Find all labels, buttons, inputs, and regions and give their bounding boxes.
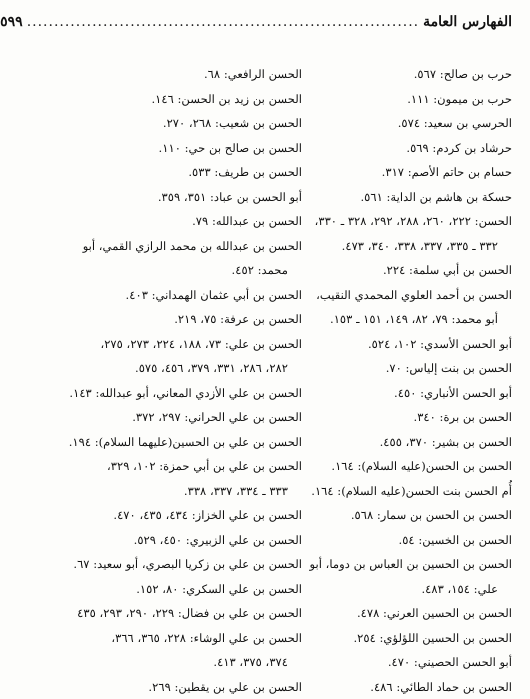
index-entry: الحسن بن الحسين العرني: ٤٧٨. xyxy=(307,601,512,626)
index-entry: الحسن: ٢٢٢، ٢٦٠، ٢٨٨، ٢٩٢، ٣٢٨ ـ ٣٣٠، xyxy=(307,209,512,234)
index-entry: الحسن بن علي الخزاز: ٤٣٤، ٤٣٥، ٤٧٠. xyxy=(97,503,302,528)
index-entry: الحسن بن علي السكري: ٨٠، ١٥٢. xyxy=(97,577,302,602)
index-entry: الحسن بن علي بن يقطين: ٢٦٩. xyxy=(97,675,302,699)
index-entry: الحسن بن علي الوشاء: ٢٢٨، ٣٦٥، ٣٦٦، xyxy=(97,626,302,651)
index-entry: الحسن بن برة: ٣٤٠. xyxy=(307,405,512,430)
index-entry: أبو الحسن الأسدي: ١٠٢، ٥٢٤. xyxy=(307,332,512,357)
index-entry-continuation: علي: ١٥٤، ٤٨٣. xyxy=(307,577,512,602)
index-entry: الحسن بن علي الحراني: ٢٩٧، ٣٧٢. xyxy=(97,405,302,430)
index-entry: الحسن بن عبدالله: ٧٩. xyxy=(97,209,302,234)
index-entry-continuation: ٣٣٣ ـ ٣٣٤، ٣٣٧، ٣٣٨. xyxy=(97,479,302,504)
index-entry: الحسن بن علي بن فضال: ٢٢٩، ٢٩٠، ٢٩٣، ٤٣٥ xyxy=(97,601,302,626)
index-entry-continuation: ٣٧٤، ٣٧٥، ٤١٣. xyxy=(97,650,302,675)
index-entry-continuation: أبو محمد: ٧٩، ٨٢، ١٤٩، ١٥١ ـ ١٥٣. xyxy=(307,307,512,332)
index-entry: أبو الحسن الحصيني: ٤٧٠. xyxy=(307,650,512,675)
left-column xyxy=(97,62,302,657)
page-header xyxy=(97,14,512,38)
index-entry: حسام بن حاتم الأصم: ٣١٧. xyxy=(307,160,512,185)
index-entry: الحسن بن علي بن زكريا البصري، أبو سعيد: ٦٧. xyxy=(97,552,302,577)
index-entry: الحسن بن أبي سلمة: ٢٢٤. xyxy=(307,258,512,283)
index-entry: الحسن بن عبدالله بن محمد الرازي القمي، أبو xyxy=(97,234,302,259)
index-entry: الحسن بن أحمد العلوي المحمدي النقيب، xyxy=(307,283,512,308)
index-entry: الحسن الرافعي: ٦٨. xyxy=(97,62,302,87)
index-entry: الحسن بن صالح بن حي: ١١٠. xyxy=(97,136,302,161)
index-entry: الحسن بن الحسين بن العباس بن دوما، أبو xyxy=(307,552,512,577)
page-number: ٥٩٩ xyxy=(0,14,23,30)
header-title: الفهارس العامة xyxy=(423,14,512,30)
index-entry: أبو الحسن الأنباري: ٤٥٠. xyxy=(307,381,512,406)
index-entry: الحسن بن طريف: ٥٣٣. xyxy=(97,160,302,185)
index-entry: الحسن بن زيد بن الحسن: ١٤٦. xyxy=(97,87,302,112)
index-entry: أبو الحسن بن عباد: ٣٥١، ٣٥٩. xyxy=(97,185,302,210)
index-entry: الحسن بن بشير: ٣٧٠، ٤٥٥. xyxy=(307,430,512,455)
index-entry: الحسن بن بنت إلياس: ٧٠. xyxy=(307,356,512,381)
index-entry: الحرسي بن سعيد: ٥٧٤. xyxy=(307,111,512,136)
index-entry: الحسن بن الخسين: ٥٤. xyxy=(307,528,512,553)
index-entry: الحسن بن الحسن بن سمار: ٥٦٨. xyxy=(307,503,512,528)
index-entry-continuation: محمد: ٤٥٢. xyxy=(97,258,302,283)
header-leader-dots: ........................................................................ xyxy=(27,14,419,30)
index-entry: حسكة بن هاشم بن الداية: ٥٦١. xyxy=(307,185,512,210)
index-entry: الحسن بن الحسن(عليه السلام): ١٦٤. xyxy=(307,454,512,479)
index-entry: الحسن بن علي الأزدي المعاني، أبو عبدالله: ١٤٣. xyxy=(97,381,302,406)
index-entry: حرشاد بن كردم: ٥٦٩. xyxy=(307,136,512,161)
index-entry: الحسن بن علي بن أبي حمزة: ١٠٢، ٣٢٩، xyxy=(97,454,302,479)
index-entry: الحسن بن علي الزبيري: ٤٥٠، ٥٢٩. xyxy=(97,528,302,553)
index-entry: الحسن بن حماد الطائي: ٤٨٦. xyxy=(307,675,512,699)
index-entry: الحسن بن عرفة: ٧٥، ٢١٩. xyxy=(97,307,302,332)
index-entry: الحسن بن أبي عثمان الهمداني: ٤٠٣. xyxy=(97,283,302,308)
index-entry: أُم الحسن بنت الحسن(عليه السلام): ١٦٤. xyxy=(307,479,512,504)
index-entry: الحسن بن الحسين اللؤلؤي: ٢٥٤. xyxy=(307,626,512,651)
index-entry: الحسن بن علي: ٧٣، ١٨٨، ٢٢٤، ٢٧٣، ٢٧٥، xyxy=(97,332,302,357)
index-entry: حرب بن ميمون: ١١١. xyxy=(307,87,512,112)
index-entry-continuation: ٢٨٢، ٢٨٦، ٣٣١، ٣٧٩، ٤٥٦، ٥٧٥. xyxy=(97,356,302,381)
index-entry: حرب بن صالح: ٥٦٧. xyxy=(307,62,512,87)
index-columns xyxy=(97,62,512,657)
index-entry: الحسن بن علي بن الحسين(عليهما السلام): ١٩٤. xyxy=(97,430,302,455)
index-entry-continuation: ٣٣٢ ـ ٣٣٥، ٣٣٧، ٣٣٨، ٣٤٠، ٤٧٣. xyxy=(307,234,512,259)
index-entry: الحسن بن شعيب: ٢٦٨، ٢٧٠. xyxy=(97,111,302,136)
right-column xyxy=(307,62,512,657)
